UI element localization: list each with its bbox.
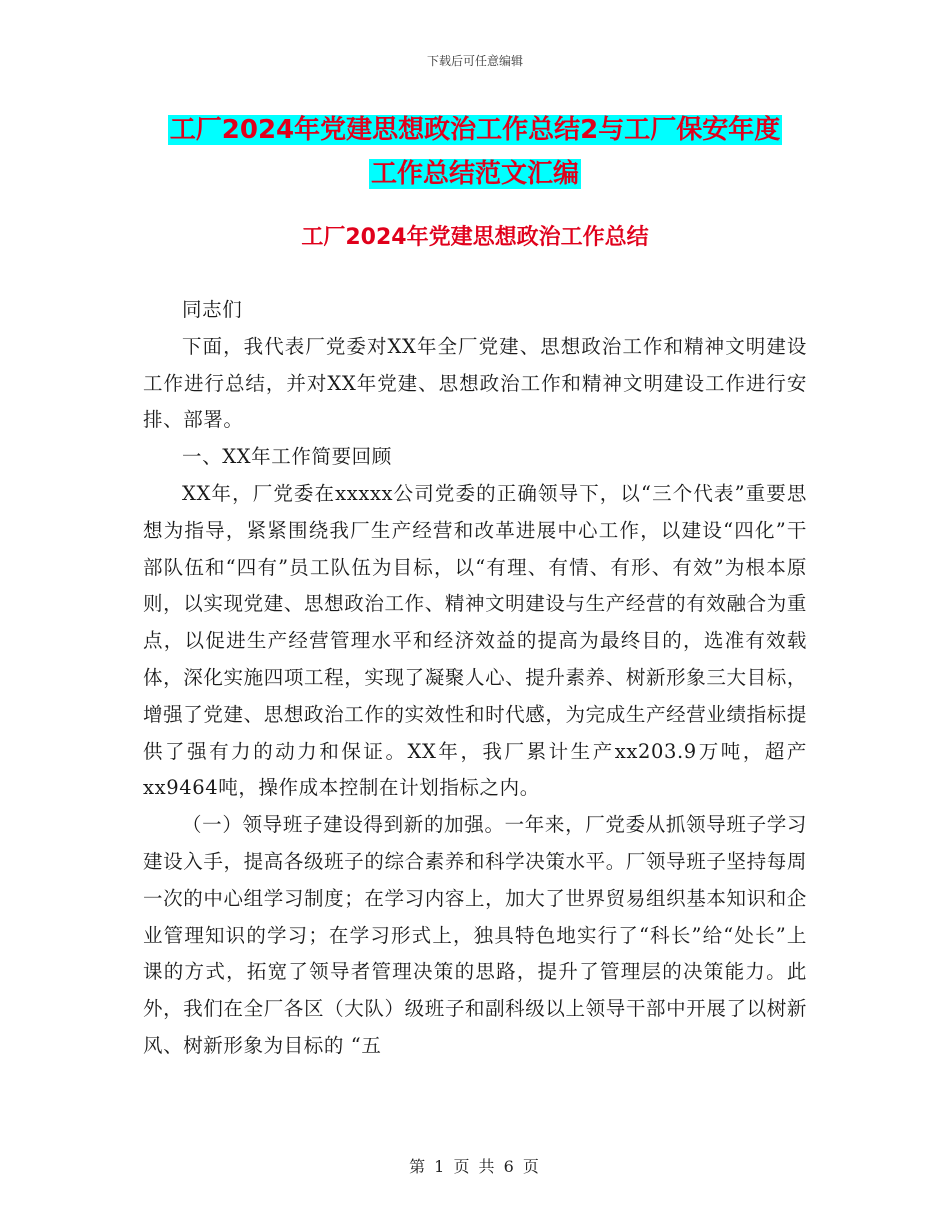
document-body — [143, 292, 807, 1065]
document-title-line-2: 工作总结范文汇编 — [370, 159, 579, 189]
intro-paragraph: 下面，我代表厂党委对XX年全厂党建、思想政治工作和精神文明建设工作进行总结，并对XX年党建、思想政治工作和精神文明建设工作进行安排、部署。 — [143, 334, 807, 432]
section-heading-paragraph: 一、XX年工作简要回顾 — [182, 445, 392, 469]
section-title: 工厂2024年党建思想政治工作总结 — [301, 225, 649, 250]
review-paragraph: XX年，厂党委在xxxxx公司党委的正确领导下，以“三个代表”重要思想为指导，紧紧围绕我厂生产经营和改革进展中心工作，以建设“四化”干部队伍和“四有”员工队伍为目标，以“有理、有情、有形、有效”为根本原则，以实现党建、思想政治工作、精神文明建设与生产经营的有效融合为重点，以促进生产经营管理水平和经济效益的提高为最终目的，选准有效载体，深化实施四项工程，实现了凝聚人心、提升素养、树新形象三大目标，增强了党建、思想政治工作的实效性和时代感，为完成生产经营业绩指标提供了强有力的动力和保证。XX年，我厂累计生产xx203.9万吨，超产xx9464吨，操作成本控制在计划指标之内。 — [143, 481, 807, 800]
page-footer: 第 1 页 共 6 页 — [409, 1157, 541, 1176]
salutation-paragraph: 同志们 — [182, 298, 243, 321]
document-title-line-1: 工厂2024年党建思想政治工作总结2与工厂保安年度 — [169, 115, 781, 145]
leadership-paragraph: （一）领导班子建设得到新的加强。一年来，厂党委从抓领导班子学习建设入手，提高各级班子的综合素养和科学决策水平。厂领导班子坚持每周一次的中心组学习制度；在学习内容上，加大了世界贸易组织基本知识和企业管理知识的学习；在学习形式上，独具特色地实行了“科长”给“处长”上课的方式，拓宽了领导者管理决策的思路，提升了管理层的决策能力。此外，我们在全厂各区（大队）级班子和副科级以上领导干部中开展了以树新风、树新形象为目标的 “五 — [143, 813, 807, 1057]
page-header-note: 下载后可任意编辑 — [426, 54, 523, 68]
document-title — [0, 108, 950, 196]
